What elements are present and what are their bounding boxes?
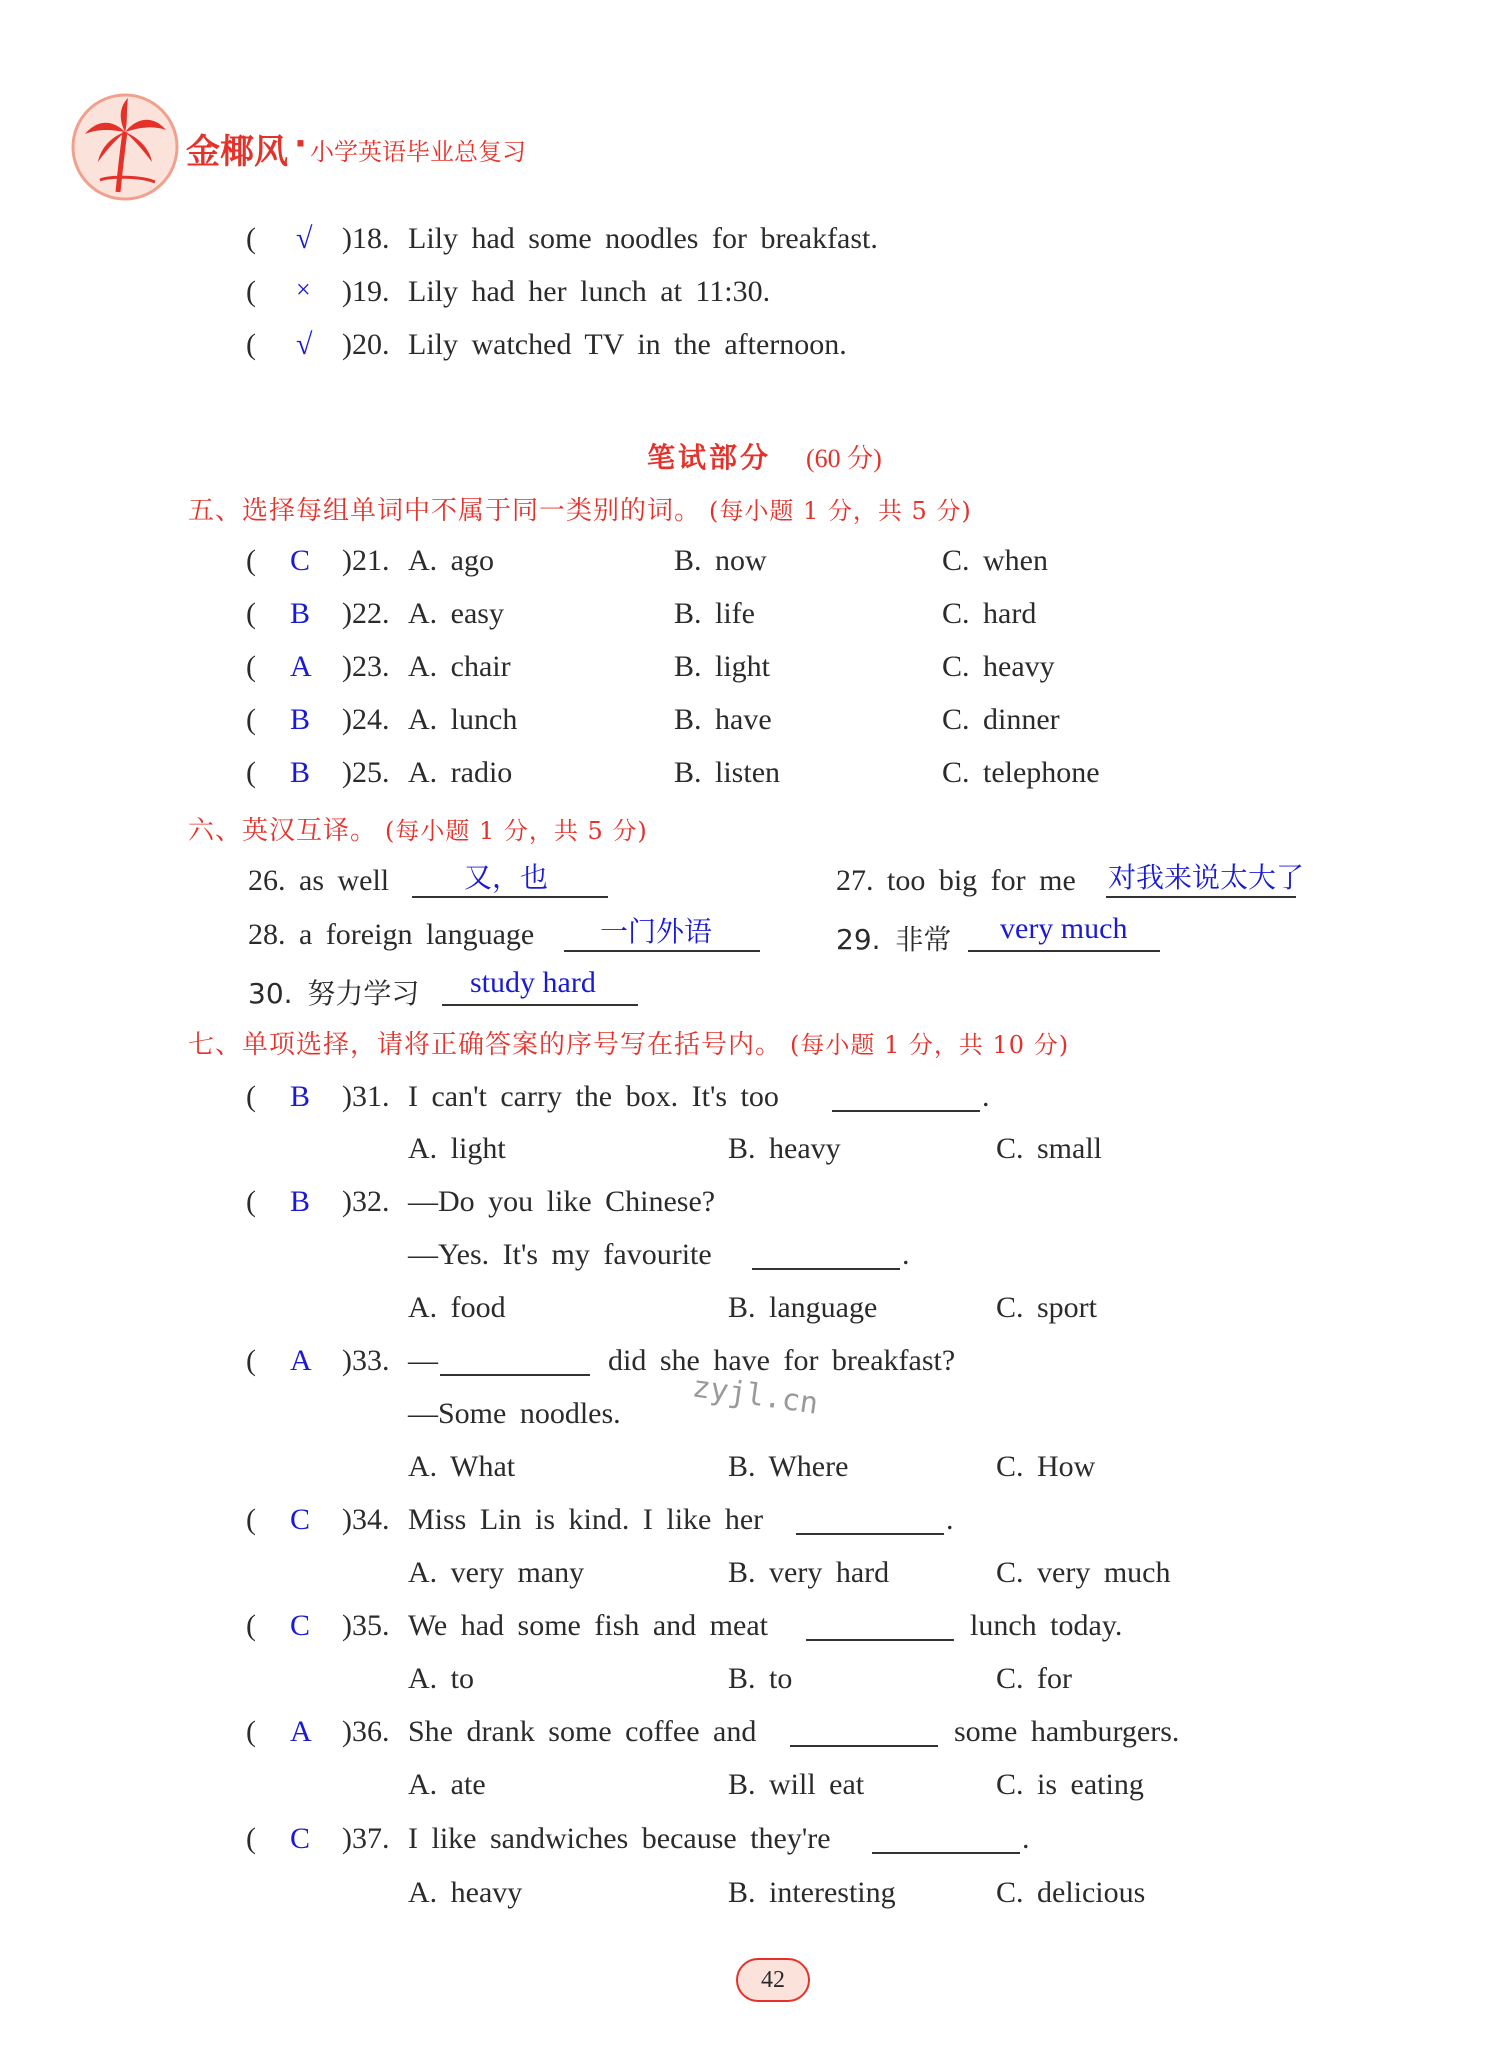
mc-option-b-31: B. heavy	[728, 1132, 841, 1165]
mc-stem-36: She drank some coffee and	[408, 1715, 757, 1748]
word-group-num: )24.	[342, 703, 390, 736]
translation-q-27: 27. too big for me	[836, 864, 1076, 897]
mc-stem-end-31: .	[982, 1080, 990, 1113]
section-6-note: (每小题 1 分，共 5 分)	[385, 817, 648, 845]
mc-num-33: )33.	[342, 1344, 390, 1377]
watermark: zyjl.cn	[690, 1369, 821, 1422]
mc-option-b-37: B. interesting	[728, 1876, 896, 1909]
word-option-c: C. heavy	[942, 650, 1055, 683]
word-group-answer: B	[290, 703, 311, 736]
page-number-badge	[736, 1958, 810, 2002]
word-option-c: C. telephone	[942, 756, 1100, 789]
mc-num-35: )35.	[342, 1609, 390, 1642]
mc-stem-end-32: .	[902, 1238, 910, 1271]
mc-option-b-32: B. language	[728, 1291, 878, 1324]
section-6-title: 六、英汉互译。	[188, 816, 378, 846]
mc-answer-37: C	[290, 1822, 311, 1855]
mc-stem-end-36: some hamburgers.	[954, 1715, 1180, 1748]
section-5-note: (每小题 1 分，共 5 分)	[709, 497, 972, 525]
answer-line-27	[1106, 896, 1296, 898]
mc-answer-34: C	[290, 1503, 311, 1536]
mc-option-c-31: C. small	[996, 1132, 1103, 1165]
mc-option-a-34: A. very many	[408, 1556, 585, 1589]
word-option-a: A. lunch	[408, 703, 518, 736]
tf-mark-19: ×	[296, 275, 311, 304]
answer-line-26	[412, 896, 608, 898]
tf-text-19: Lily had her lunch at 11:30.	[408, 275, 771, 308]
mc-option-a-36: A. ate	[408, 1768, 486, 1801]
tf-num-18: )18.	[342, 222, 390, 255]
mc-stem-32: —Do you like Chinese?	[408, 1185, 716, 1218]
mc-stem-37: I like sandwiches because they're	[408, 1822, 831, 1855]
mc-option-c-34: C. very much	[996, 1556, 1171, 1589]
tf-item-20: (	[246, 328, 256, 361]
word-option-a: A. ago	[408, 544, 494, 577]
mc-option-c-33: C. How	[996, 1450, 1096, 1483]
mc-option-c-35: C. for	[996, 1662, 1072, 1695]
section-7-note: (每小题 1 分，共 10 分)	[790, 1031, 1070, 1059]
mc-answer-35: C	[290, 1609, 311, 1642]
mc-num-32: )32.	[342, 1185, 390, 1218]
mc-blank-33	[440, 1374, 590, 1376]
mc-option-a-35: A. to	[408, 1662, 474, 1695]
word-option-c: C. when	[942, 544, 1048, 577]
mc-option-a-37: A. heavy	[408, 1876, 523, 1909]
answer-line-30	[442, 1004, 638, 1006]
tf-num-19: )19.	[342, 275, 390, 308]
section-6-heading	[188, 810, 648, 847]
word-group-answer: C	[290, 544, 311, 577]
book-subtitle: 小学英语毕业总复习	[310, 138, 526, 166]
word-option-a: A. chair	[408, 650, 511, 683]
mc-stem-33: —	[408, 1344, 438, 1377]
translation-q-29: 29. 非常	[836, 923, 952, 956]
translation-q-30: 30. 努力学习	[248, 977, 420, 1010]
translation-a-28: 一门外语	[600, 915, 713, 948]
written-part-title: 笔试部分	[647, 441, 772, 474]
palm-tree-logo-icon	[70, 92, 180, 202]
translation-q-26: 26. as well	[248, 864, 390, 897]
mc-option-a-32: A. food	[408, 1291, 506, 1324]
mc-option-b-33: B. Where	[728, 1450, 849, 1483]
written-part-score: (60 分)	[806, 444, 882, 473]
tf-text-18: Lily had some noodles for breakfast.	[408, 222, 878, 255]
mc-blank-34	[796, 1533, 944, 1535]
mc-option-b-34: B. very hard	[728, 1556, 890, 1589]
section-5-title: 五、选择每组单词中不属于同一类别的词。	[188, 496, 702, 526]
word-option-a: A. radio	[408, 756, 513, 789]
mc-blank-31	[832, 1110, 980, 1112]
mc-option-b-35: B. to	[728, 1662, 793, 1695]
translation-a-26: 又，也	[464, 861, 549, 894]
mc-stem2-32: —Yes. It's my favourite	[408, 1238, 712, 1271]
word-group-num: )21.	[342, 544, 390, 577]
mc-blank-32	[752, 1268, 900, 1270]
translation-a-27: 对我来说太大了	[1108, 861, 1305, 894]
page-number: 42	[761, 1967, 785, 1993]
word-option-b: B. light	[674, 650, 771, 683]
word-option-a: A. easy	[408, 597, 504, 630]
mc-blank-36	[790, 1745, 938, 1747]
word-option-b: B. have	[674, 703, 772, 736]
tf-item-19: (	[246, 275, 256, 308]
word-group-answer: B	[290, 597, 311, 630]
section-7-title: 七、单项选择，请将正确答案的序号写在括号内。	[188, 1030, 783, 1060]
word-option-b: B. listen	[674, 756, 781, 789]
tf-num-20: )20.	[342, 328, 390, 361]
mc-stem-end-34: .	[946, 1503, 954, 1536]
answer-line-28	[564, 950, 760, 952]
mc-num-36: )36.	[342, 1715, 390, 1748]
word-option-c: C. hard	[942, 597, 1037, 630]
section-5-heading	[188, 490, 972, 527]
tf-mark-20: √	[296, 328, 313, 361]
mc-stem-end-33: did she have for breakfast?	[608, 1344, 956, 1377]
mc-num-34: )34.	[342, 1503, 390, 1536]
translation-a-29: very much	[1000, 912, 1128, 945]
word-group-num: )23.	[342, 650, 390, 683]
word-option-c: C. dinner	[942, 703, 1060, 736]
mc-answer-31: B	[290, 1080, 311, 1113]
mc-stem-end-35: lunch today.	[970, 1609, 1123, 1642]
word-group-answer: B	[290, 756, 311, 789]
mc-answer-33: A	[290, 1344, 312, 1377]
mc-option-c-36: C. is eating	[996, 1768, 1144, 1801]
mc-stem2-33: —Some noodles.	[408, 1397, 621, 1430]
mc-option-a-31: A. light	[408, 1132, 506, 1165]
mc-stem-35: We had some fish and meat	[408, 1609, 768, 1642]
mc-num-37: )37.	[342, 1822, 390, 1855]
mc-answer-36: A	[290, 1715, 312, 1748]
answer-line-29	[968, 950, 1160, 952]
word-group-num: )25.	[342, 756, 390, 789]
tf-mark-18: √	[296, 222, 313, 255]
word-option-b: B. life	[674, 597, 755, 630]
mc-stem-31: I can't carry the box. It's too	[408, 1080, 779, 1113]
word-group-answer: A	[290, 650, 312, 683]
mc-num-31: )31.	[342, 1080, 390, 1113]
section-7-heading	[188, 1024, 1069, 1061]
mc-option-c-37: C. delicious	[996, 1876, 1146, 1909]
tf-text-20: Lily watched TV in the afternoon.	[408, 328, 847, 361]
tf-item-18: (	[246, 222, 256, 255]
translation-a-30: study hard	[470, 966, 596, 999]
mc-answer-32: B	[290, 1185, 311, 1218]
brand-dot: ·	[294, 124, 307, 164]
word-option-b: B. now	[674, 544, 767, 577]
mc-stem-end-37: .	[1022, 1822, 1030, 1855]
mc-option-a-33: A. What	[408, 1450, 516, 1483]
mc-option-c-32: C. sport	[996, 1291, 1098, 1324]
mc-option-b-36: B. will eat	[728, 1768, 865, 1801]
mc-blank-35	[806, 1639, 954, 1641]
brand-name: 金椰风	[186, 132, 288, 172]
mc-stem-34: Miss Lin is kind. I like her	[408, 1503, 764, 1536]
mc-blank-37	[872, 1852, 1020, 1854]
word-group-num: )22.	[342, 597, 390, 630]
translation-q-28: 28. a foreign language	[248, 918, 535, 951]
